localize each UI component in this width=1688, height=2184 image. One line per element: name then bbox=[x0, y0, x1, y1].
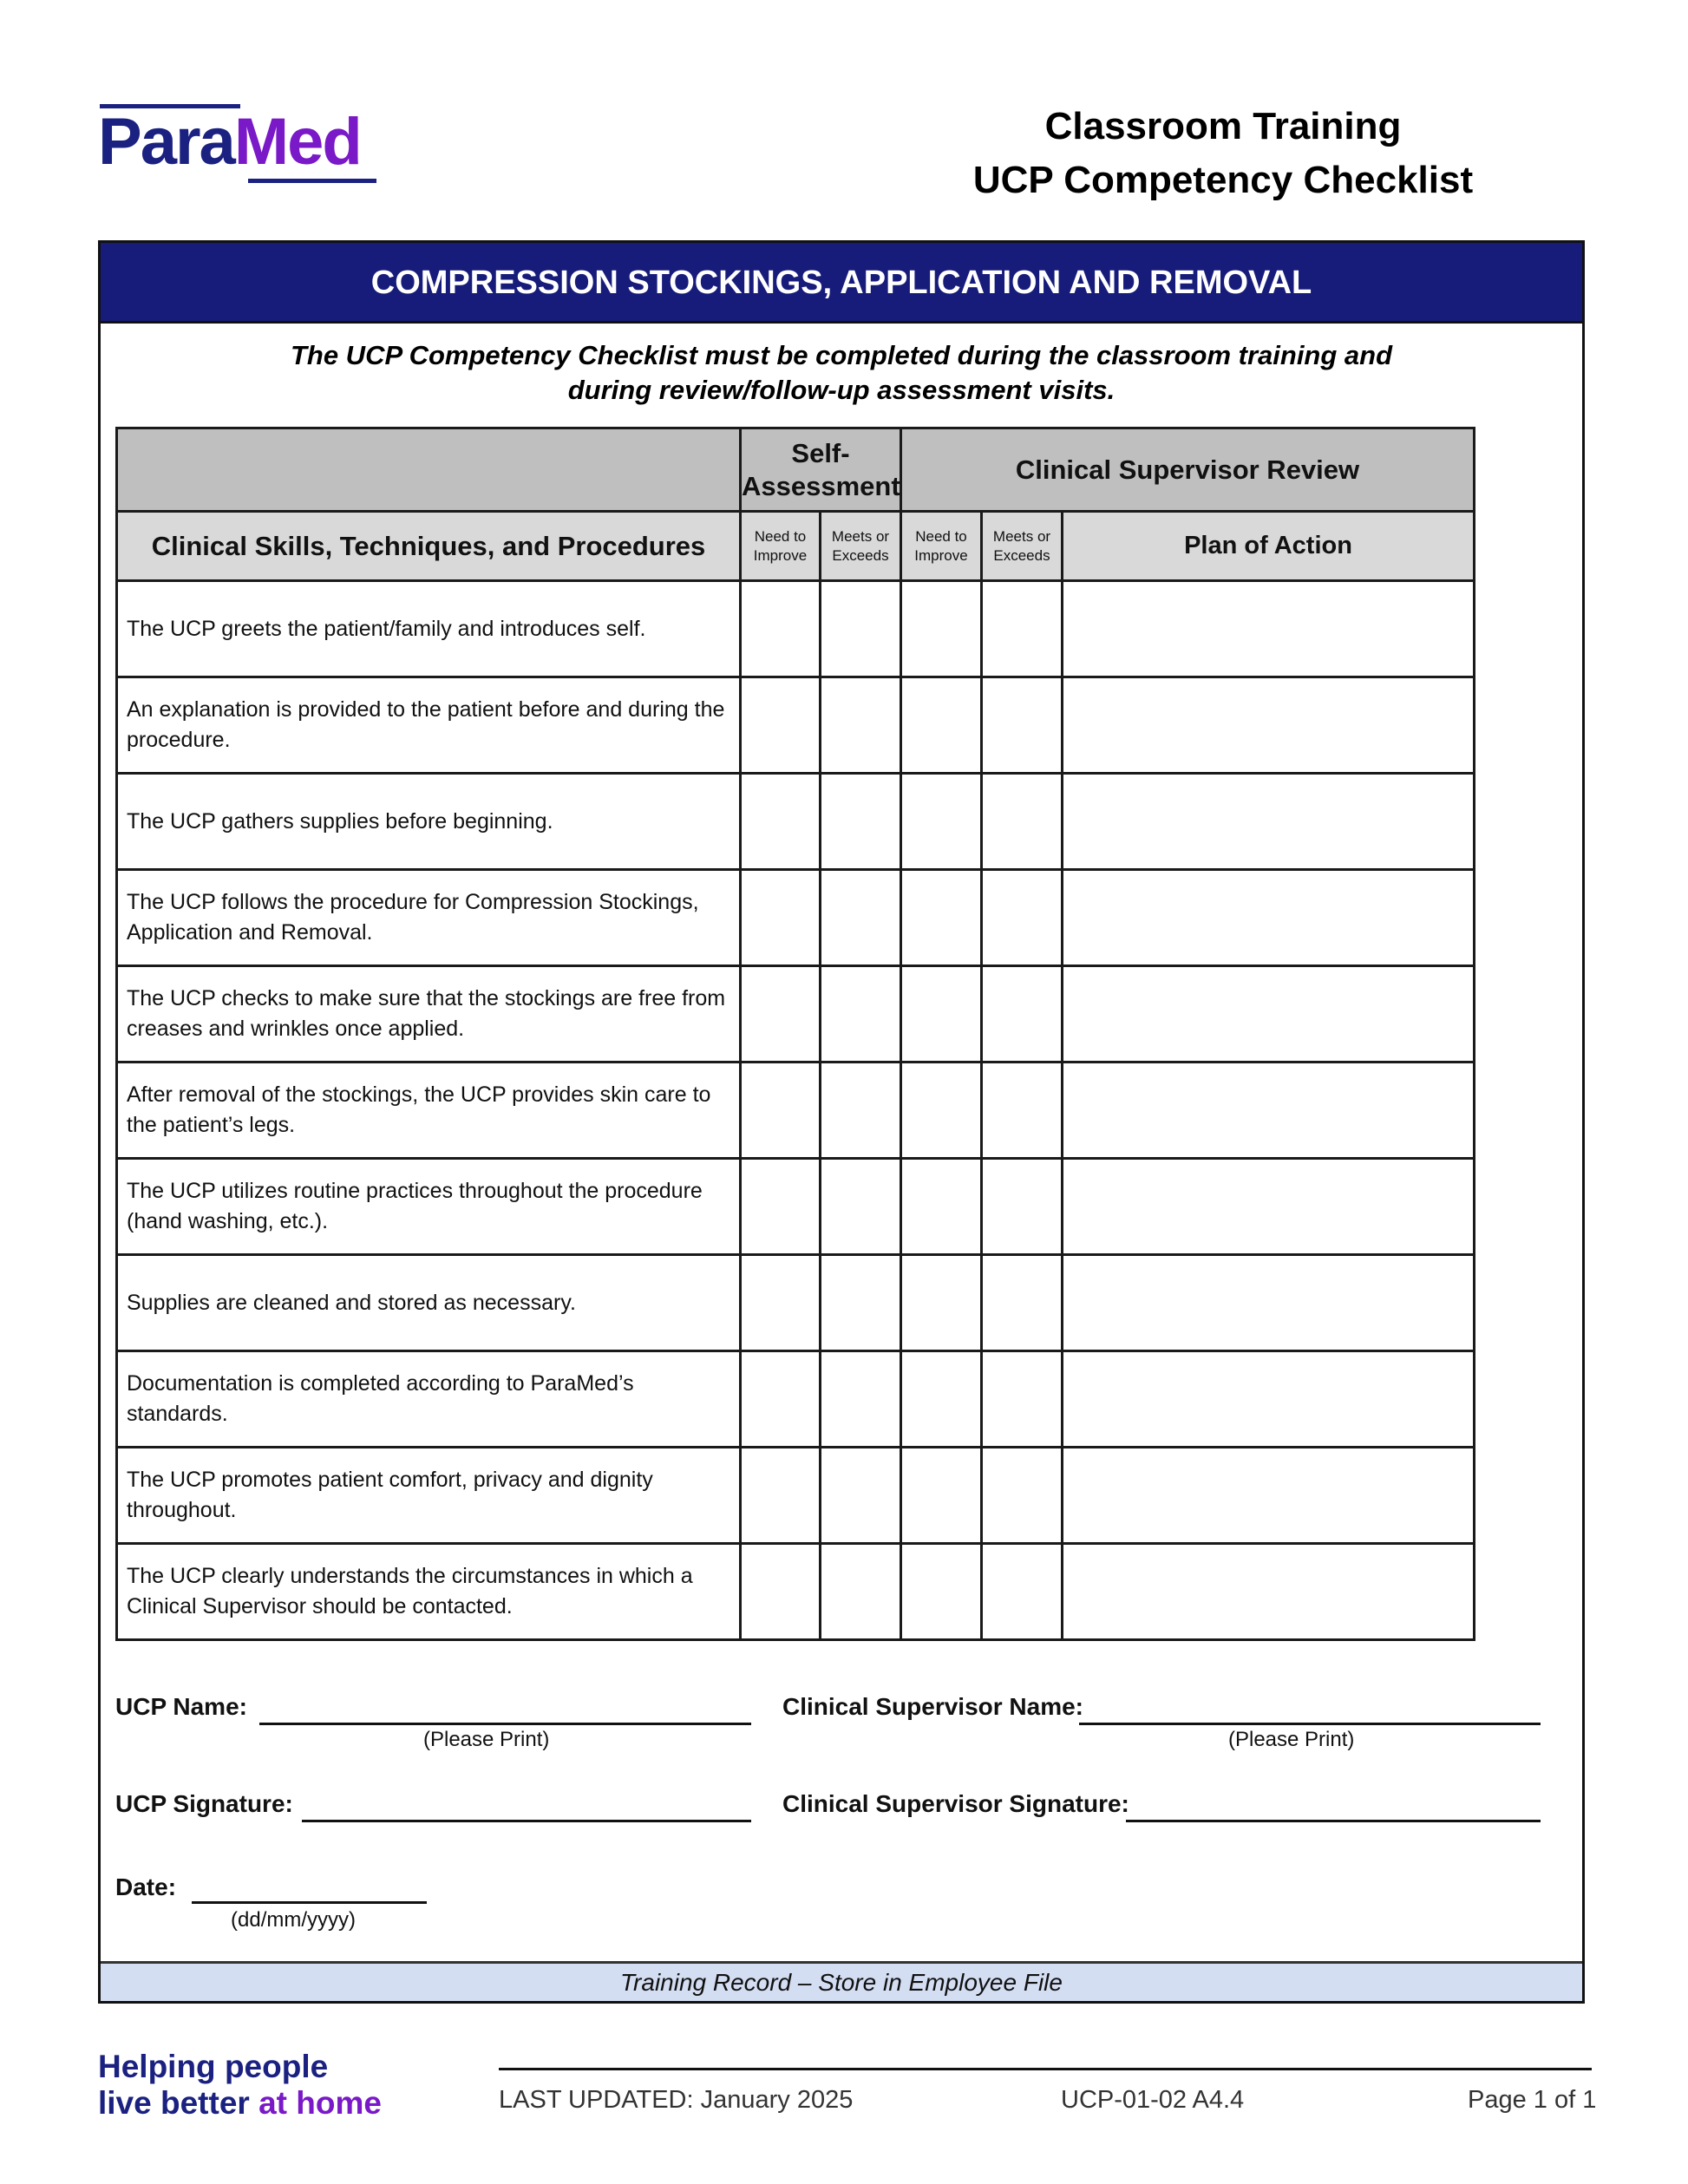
table-row bbox=[117, 1255, 1475, 1351]
self-meets-cell[interactable] bbox=[821, 1351, 901, 1448]
sup-meets-cell[interactable] bbox=[982, 1544, 1063, 1640]
skill-text: The UCP utilizes routine practices throughout the procedure (hand washing, etc.). bbox=[117, 1159, 741, 1255]
table-row bbox=[117, 1063, 1475, 1159]
self-need-cell[interactable] bbox=[741, 774, 821, 870]
skill-text: The UCP checks to make sure that the stockings are free from creases and wrinkles once applied. bbox=[117, 966, 741, 1063]
sup-meets-cell[interactable] bbox=[982, 1351, 1063, 1448]
skill-text: The UCP greets the patient/family and introduces self. bbox=[117, 581, 741, 677]
self-need-cell[interactable] bbox=[741, 1448, 821, 1544]
header-blank bbox=[117, 428, 741, 512]
sup-meets-cell[interactable] bbox=[982, 1159, 1063, 1255]
document-title: Classroom Training UCP Competency Checklist bbox=[972, 105, 1474, 201]
self-need-cell[interactable] bbox=[741, 1255, 821, 1351]
plan-of-action-cell[interactable] bbox=[1063, 1159, 1475, 1255]
supervisor-signature-label: Clinical Supervisor Signature: bbox=[782, 1790, 1129, 1817]
plan-of-action-cell[interactable] bbox=[1063, 966, 1475, 1063]
sup-meets-cell[interactable] bbox=[982, 677, 1063, 774]
table-row bbox=[117, 870, 1475, 966]
self-meets-cell[interactable] bbox=[821, 870, 901, 966]
document-code: UCP-01-02 A4.4 bbox=[1061, 2086, 1245, 2114]
header-skills: Clinical Skills, Techniques, and Procedures bbox=[117, 512, 741, 581]
sup-need-cell[interactable] bbox=[901, 966, 982, 1063]
ucp-name-field[interactable] bbox=[259, 1723, 751, 1725]
self-meets-cell[interactable] bbox=[821, 677, 901, 774]
sup-need-cell[interactable] bbox=[901, 1063, 982, 1159]
table-row bbox=[117, 581, 1475, 677]
skill-text: Documentation is completed according to ParaMed’s standards. bbox=[117, 1351, 741, 1448]
sup-meets-cell[interactable] bbox=[982, 1448, 1063, 1544]
header-sup-meets: Meets or Exceeds bbox=[982, 512, 1063, 581]
plan-of-action-cell[interactable] bbox=[1063, 581, 1475, 677]
skill-text: An explanation is provided to the patient before and during the procedure. bbox=[117, 677, 741, 774]
self-need-cell[interactable] bbox=[741, 1544, 821, 1640]
plan-of-action-cell[interactable] bbox=[1063, 1351, 1475, 1448]
header-self-need: Need to Improve bbox=[741, 512, 821, 581]
self-meets-cell[interactable] bbox=[821, 1255, 901, 1351]
section-title: COMPRESSION STOCKINGS, APPLICATION AND REMOVAL bbox=[101, 243, 1582, 324]
ucp-signature-field[interactable] bbox=[302, 1820, 751, 1822]
supervisor-name-field[interactable] bbox=[1079, 1723, 1541, 1725]
skill-text: The UCP gathers supplies before beginning. bbox=[117, 774, 741, 870]
logo-bar-bottom bbox=[248, 179, 376, 183]
plan-of-action-cell[interactable] bbox=[1063, 1063, 1475, 1159]
supervisor-signature-field[interactable] bbox=[1126, 1820, 1541, 1822]
skill-text: The UCP follows the procedure for Compression Stockings, Application and Removal. bbox=[117, 870, 741, 966]
sup-need-cell[interactable] bbox=[901, 1544, 982, 1640]
tagline: Helping people live better at home bbox=[98, 2049, 382, 2121]
header-self-assessment: Self-Assessment bbox=[741, 428, 901, 512]
ucp-signature-label: UCP Signature: bbox=[115, 1790, 293, 1817]
table-row bbox=[117, 677, 1475, 774]
date-field[interactable] bbox=[192, 1901, 427, 1904]
plan-of-action-cell[interactable] bbox=[1063, 774, 1475, 870]
header-plan: Plan of Action bbox=[1063, 512, 1475, 581]
sup-need-cell[interactable] bbox=[901, 1351, 982, 1448]
skill-text: After removal of the stockings, the UCP provides skin care to the patient’s legs. bbox=[117, 1063, 741, 1159]
footer-rule bbox=[499, 2068, 1592, 2070]
logo-wordmark: ParaMed bbox=[98, 105, 361, 179]
self-need-cell[interactable] bbox=[741, 966, 821, 1063]
self-need-cell[interactable] bbox=[741, 1159, 821, 1255]
date-hint: (dd/mm/yyyy) bbox=[231, 1908, 356, 1932]
sup-meets-cell[interactable] bbox=[982, 966, 1063, 1063]
self-meets-cell[interactable] bbox=[821, 966, 901, 1063]
instructions: The UCP Competency Checklist must be completed during the classroom training and during review/follow-up assessment visits. bbox=[290, 340, 1393, 405]
sup-meets-cell[interactable] bbox=[982, 1063, 1063, 1159]
table-row bbox=[117, 966, 1475, 1063]
self-meets-cell[interactable] bbox=[821, 1159, 901, 1255]
sup-need-cell[interactable] bbox=[901, 870, 982, 966]
table-row bbox=[117, 1159, 1475, 1255]
sup-need-cell[interactable] bbox=[901, 1448, 982, 1544]
checklist-frame bbox=[98, 240, 1585, 2004]
plan-of-action-cell[interactable] bbox=[1063, 677, 1475, 774]
page-number: Page 1 of 1 bbox=[1468, 2086, 1597, 2114]
self-need-cell[interactable] bbox=[741, 870, 821, 966]
self-need-cell[interactable] bbox=[741, 581, 821, 677]
training-record-note: Training Record – Store in Employee File bbox=[101, 1961, 1582, 2001]
sup-need-cell[interactable] bbox=[901, 774, 982, 870]
plan-of-action-cell[interactable] bbox=[1063, 1255, 1475, 1351]
header-supervisor-review: Clinical Supervisor Review bbox=[901, 428, 1475, 512]
skill-text: The UCP clearly understands the circumstances in which a Clinical Supervisor should be contacted. bbox=[117, 1544, 741, 1640]
self-need-cell[interactable] bbox=[741, 677, 821, 774]
table-row bbox=[117, 1544, 1475, 1640]
sup-meets-cell[interactable] bbox=[982, 581, 1063, 677]
self-meets-cell[interactable] bbox=[821, 581, 901, 677]
self-need-cell[interactable] bbox=[741, 1063, 821, 1159]
sup-meets-cell[interactable] bbox=[982, 1255, 1063, 1351]
sup-need-cell[interactable] bbox=[901, 1159, 982, 1255]
self-meets-cell[interactable] bbox=[821, 1063, 901, 1159]
sup-need-cell[interactable] bbox=[901, 677, 982, 774]
sup-need-cell[interactable] bbox=[901, 1255, 982, 1351]
paramed-logo bbox=[98, 102, 380, 189]
skill-text: The UCP promotes patient comfort, privacy and dignity throughout. bbox=[117, 1448, 741, 1544]
supervisor-name-hint: (Please Print) bbox=[1228, 1728, 1355, 1751]
plan-of-action-cell[interactable] bbox=[1063, 1544, 1475, 1640]
table-row bbox=[117, 1351, 1475, 1448]
self-meets-cell[interactable] bbox=[821, 1448, 901, 1544]
competency-table bbox=[115, 427, 1475, 1641]
self-meets-cell[interactable] bbox=[821, 774, 901, 870]
header-sup-need: Need to Improve bbox=[901, 512, 982, 581]
self-need-cell[interactable] bbox=[741, 1351, 821, 1448]
plan-of-action-cell[interactable] bbox=[1063, 1448, 1475, 1544]
date-label: Date: bbox=[115, 1873, 177, 1900]
skill-text: Supplies are cleaned and stored as necessary. bbox=[117, 1255, 741, 1351]
plan-of-action-cell[interactable] bbox=[1063, 870, 1475, 966]
self-meets-cell[interactable] bbox=[821, 1544, 901, 1640]
table-row bbox=[117, 774, 1475, 870]
ucp-name-hint: (Please Print) bbox=[423, 1728, 550, 1751]
sup-meets-cell[interactable] bbox=[982, 774, 1063, 870]
sup-need-cell[interactable] bbox=[901, 581, 982, 677]
last-updated: LAST UPDATED: January 2025 bbox=[499, 2086, 854, 2114]
ucp-name-label: UCP Name: bbox=[115, 1693, 247, 1720]
supervisor-name-label: Clinical Supervisor Name: bbox=[782, 1693, 1084, 1720]
table-row bbox=[117, 1448, 1475, 1544]
header-self-meets: Meets or Exceeds bbox=[821, 512, 901, 581]
sup-meets-cell[interactable] bbox=[982, 870, 1063, 966]
